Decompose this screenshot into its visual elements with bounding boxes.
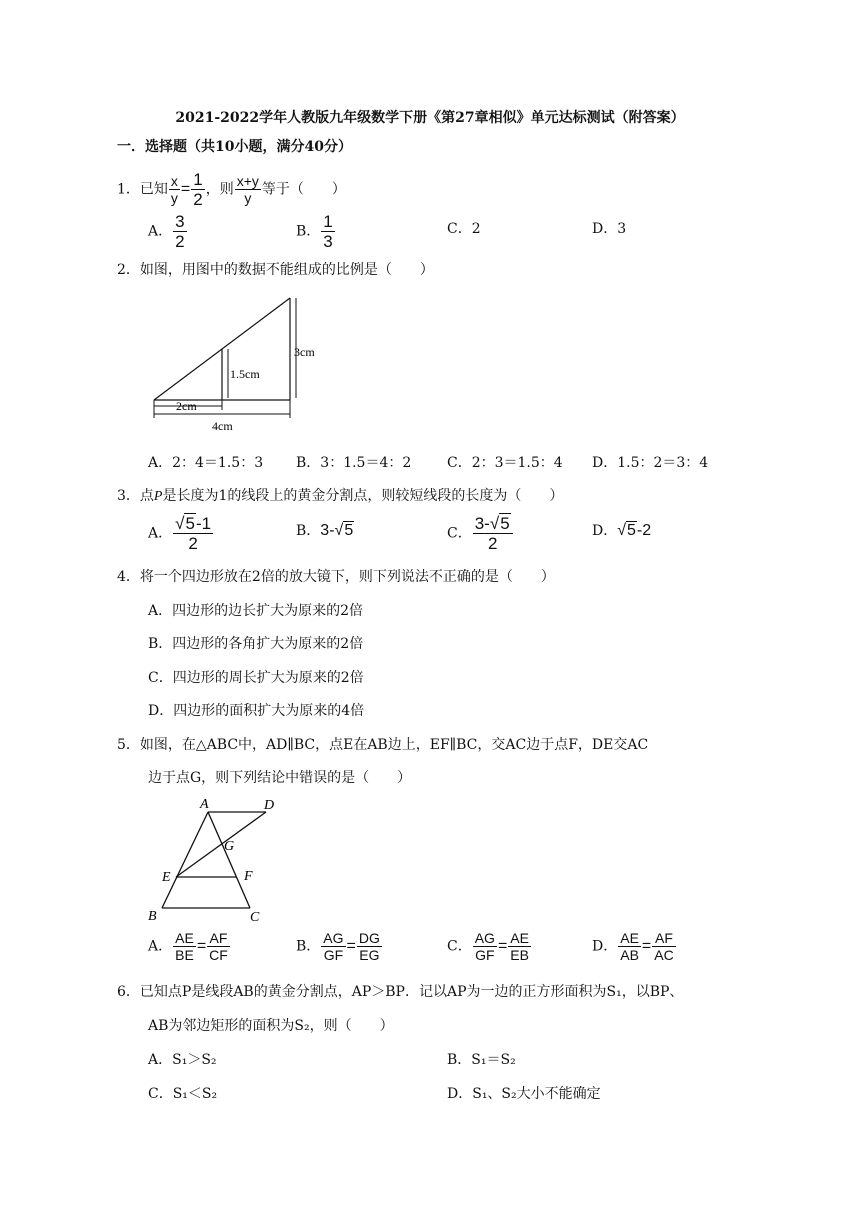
document-title: 2021-2022学年人教版九年级数学下册《第27章相似》单元达标测试（附答案） bbox=[175, 110, 685, 126]
q2-label-4cm: 4cm bbox=[212, 419, 233, 433]
q1-option-b: B． $\frac{1}{3}$ bbox=[296, 212, 333, 251]
q3-option-b: B．3-√5 bbox=[296, 522, 354, 539]
q5-option-b: B． $\frac{AG}{GF}$ = $\frac{DG}{EG}$ bbox=[296, 930, 380, 963]
q2-option-a: A．2：4＝1.5：3 bbox=[148, 455, 264, 471]
q5-point-a: A bbox=[200, 797, 209, 812]
q1-option-a: A． $\frac{3}{2}$ bbox=[148, 212, 185, 251]
q4-option-d: D．四边形的面积扩大为原来的4倍 bbox=[148, 703, 365, 719]
q2-option-d: D．1.5：2＝3：4 bbox=[592, 455, 709, 471]
question-2: 2．如图，用图中的数据不能组成的比例是（ ） bbox=[117, 262, 434, 278]
q2-label-2cm: 2cm bbox=[176, 399, 197, 413]
q3-option-d: D．√5-2 bbox=[592, 522, 652, 539]
q2-option-b: B．3：1.5＝4：2 bbox=[296, 455, 412, 471]
q4-option-c: C．四边形的周长扩大为原来的2倍 bbox=[148, 670, 364, 686]
q5-option-d: D． $\frac{AE}{AB}$ = $\frac{AF}{AC}$ bbox=[592, 930, 674, 963]
q3-option-c: C． $\frac{3-√5}{2}$ bbox=[447, 514, 514, 553]
q1-number: 1． bbox=[117, 181, 140, 198]
question-4: 4．将一个四边形放在2倍的放大镜下，则下列说法不正确的是（ ） bbox=[117, 569, 555, 585]
q5-side-ab bbox=[162, 812, 208, 908]
q2-label-3cm: 3cm bbox=[294, 345, 315, 359]
q5-segment-de bbox=[176, 812, 266, 877]
q6-option-d: D．S₁、S₂大小不能确定 bbox=[447, 1086, 601, 1102]
q5-point-b: B bbox=[148, 909, 157, 924]
q1-post: 等于（ ） bbox=[261, 181, 346, 198]
q6-option-b: B．S₁＝S₂ bbox=[447, 1052, 516, 1068]
q5-point-f: F bbox=[244, 869, 253, 884]
q5-point-d: D bbox=[264, 798, 275, 813]
section-heading: 一．选择题（共10小题，满分40分） bbox=[117, 139, 352, 155]
q6-option-c: C．S₁＜S₂ bbox=[148, 1086, 218, 1102]
question-3: 3．点P是长度为1的线段上的黄金分割点，则较短线段的长度为（ ） bbox=[117, 488, 564, 504]
q1-option-d: D．3 bbox=[592, 221, 627, 237]
q4-option-a: A．四边形的边长扩大为原来的2倍 bbox=[148, 603, 364, 619]
q5-point-e: E bbox=[162, 870, 171, 885]
question-5-line-2: 边于点G，则下列结论中错误的是（ ） bbox=[148, 770, 412, 786]
q2-option-c: C．2：3＝1.5：4 bbox=[447, 455, 563, 471]
q5-option-c: C． $\frac{AG}{GF}$ = $\frac{AE}{EB}$ bbox=[447, 930, 529, 963]
question-6-line-1: 6．已知点P是线段AB的黄金分割点，AP＞BP．记以AP为一边的正方形面积为S₁，以BP、 bbox=[117, 984, 684, 1000]
q1-mid: ，则 bbox=[205, 181, 234, 198]
q1-fraction-xy-y: $\frac{x+y}{y}$ bbox=[236, 173, 259, 206]
q1-option-c: C．2 bbox=[447, 221, 481, 237]
q3-option-a: A． $\frac{√5-1}{2}$ bbox=[148, 514, 212, 553]
question-6-line-2: AB为邻边矩形的面积为S₂，则（ ） bbox=[148, 1018, 394, 1034]
q2-label-1-5cm: 1.5cm bbox=[230, 367, 260, 381]
q5-figure bbox=[146, 792, 286, 926]
q1-equals: = bbox=[180, 180, 191, 198]
q1-fraction-1-2: $\frac{1}{2}$ bbox=[193, 170, 203, 209]
q1-pre: 已知 bbox=[139, 181, 168, 198]
q4-option-b: B．四边形的各角扩大为原来的2倍 bbox=[148, 636, 364, 652]
q1-fraction-x-y: $\frac{x}{y}$ bbox=[170, 173, 178, 206]
q5-point-c: C bbox=[250, 910, 260, 925]
question-1 bbox=[117, 170, 346, 209]
question-5-line-1: 5．如图，在△ABC中，AD∥BC，点E在AB边上，EF∥BC，交AC边于点F，DE交AC bbox=[117, 737, 649, 753]
q6-option-a: A．S₁＞S₂ bbox=[148, 1052, 217, 1068]
q2-figure bbox=[148, 290, 328, 440]
q5-point-g: G bbox=[224, 839, 235, 854]
q5-option-a: A． $\frac{AE}{BE}$ = $\frac{AF}{CF}$ bbox=[148, 930, 228, 963]
q5-side-ac bbox=[208, 812, 250, 908]
